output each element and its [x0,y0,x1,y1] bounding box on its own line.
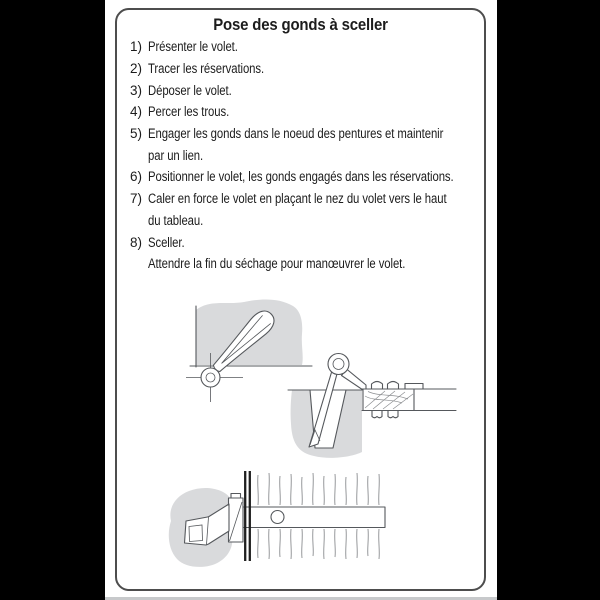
step-text: Positionner le volet, les gonds engagés dans les réservations. [148,169,454,185]
step-text: par un lien. [148,147,204,163]
step-text: Engager les gonds dans le noeud des pentures et maintenir [148,126,444,142]
step-item-continuation [130,210,480,232]
step-item [130,101,480,123]
step-number: 7) [130,191,143,207]
step-item [130,123,480,145]
step-item [130,36,480,58]
step-item-continuation [130,253,480,275]
step-item [130,231,480,253]
step-text: Caler en force le volet en plaçant le nez du volet vers le haut [148,191,447,207]
step-item [130,188,480,210]
step-text: Percer les trous. [148,104,230,120]
step-item [130,58,480,80]
card-title: Pose des gonds à sceller [213,15,388,34]
step-item [130,166,480,188]
black-band-right [497,0,600,600]
step-item [130,79,480,101]
step-number: 8) [130,234,143,250]
step-number: 5) [130,126,143,142]
step-text: Présenter le volet. [148,39,238,55]
step-number: 6) [130,169,143,185]
step-number: 4) [130,104,143,120]
page-edge-strip [105,597,497,600]
step-item-continuation [130,144,480,166]
step-text: Attendre la fin du séchage pour manœuvrer le volet. [148,256,406,272]
steps-list [130,36,480,275]
black-band-left [0,0,105,600]
step-text: du tableau. [148,212,204,228]
step-number: 2) [130,61,143,77]
paper-sheet [105,0,497,600]
step-text: Sceller. [148,234,185,250]
step-text: Tracer les réservations. [148,61,265,77]
step-text: Déposer le volet. [148,82,232,98]
step-number: 1) [130,39,143,55]
step-number: 3) [130,82,143,98]
